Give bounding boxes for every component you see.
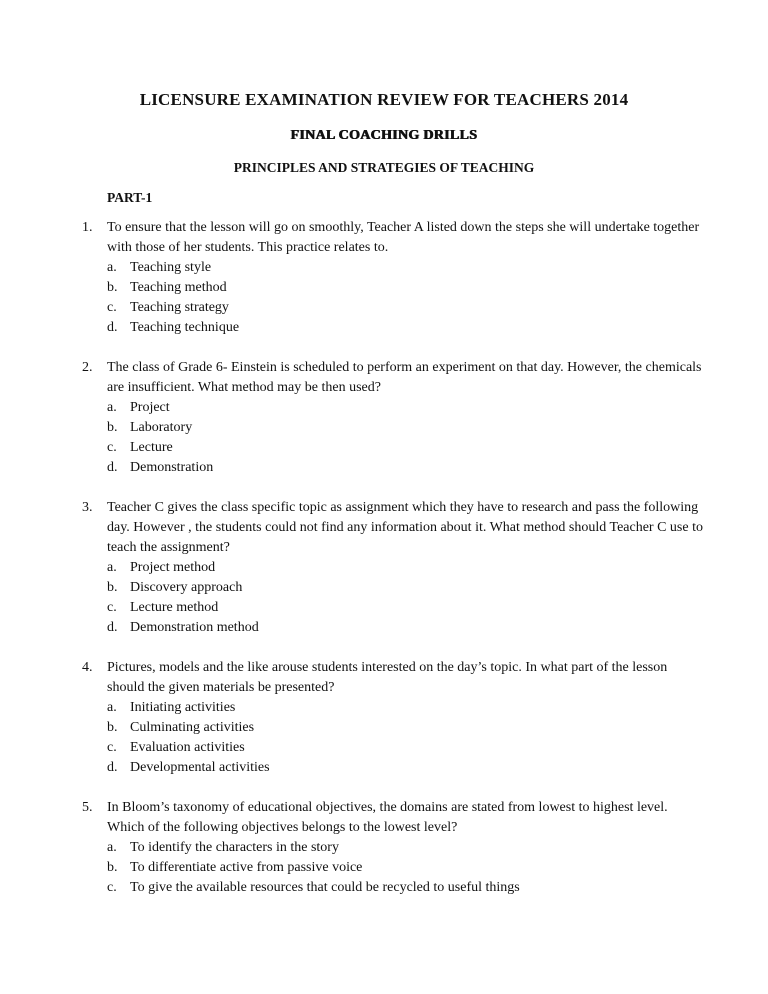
option-letter: c. bbox=[107, 440, 117, 455]
option-text: Teaching strategy bbox=[130, 300, 229, 315]
option-letter: a. bbox=[107, 560, 117, 575]
question-item bbox=[0, 218, 768, 338]
option-letter: d. bbox=[107, 620, 118, 635]
subject-heading: PRINCIPLES AND STRATEGIES OF TEACHING bbox=[233, 160, 535, 175]
option-text: Developmental activities bbox=[130, 760, 270, 775]
option-letter: d. bbox=[107, 320, 118, 335]
option-text: Project method bbox=[130, 560, 216, 575]
answer-option bbox=[107, 698, 768, 718]
question-text: Pictures, models and the like arouse students interested on the day’s topic. In what part of the lesson should the given materials be presented? bbox=[107, 660, 668, 695]
answer-option bbox=[107, 838, 768, 858]
option-letter: c. bbox=[107, 300, 117, 315]
option-letter: c. bbox=[107, 880, 117, 895]
question-text: The class of Grade 6- Einstein is scheduled to perform an experiment on that day. However, the chemicals are insufficient. What method may be then used? bbox=[107, 360, 702, 395]
question-text: In Bloom’s taxonomy of educational objectives, the domains are stated from lowest to highest level. Which of the following objectives belongs to the lowest level? bbox=[107, 800, 668, 835]
answer-option bbox=[107, 318, 768, 338]
option-letter: b. bbox=[107, 720, 118, 735]
answer-option bbox=[107, 878, 768, 898]
option-letter: d. bbox=[107, 760, 118, 775]
option-letter: a. bbox=[107, 400, 117, 415]
answer-option bbox=[107, 418, 768, 438]
question-number: 1. bbox=[82, 220, 93, 235]
question-text: To ensure that the lesson will go on smoothly, Teacher A listed down the steps she will undertake together with those of her students. This practice relates to. bbox=[107, 220, 700, 255]
option-text: Laboratory bbox=[130, 420, 193, 435]
option-letter: b. bbox=[107, 580, 118, 595]
answer-option bbox=[107, 258, 768, 278]
question-list bbox=[0, 218, 768, 918]
option-text: Demonstration method bbox=[130, 620, 259, 635]
part-heading: PART-1 bbox=[107, 190, 153, 205]
document-title: LICENSURE EXAMINATION REVIEW FOR TEACHERS 2014 bbox=[139, 90, 629, 109]
answer-option bbox=[107, 758, 768, 778]
answer-option bbox=[107, 618, 768, 638]
answer-option bbox=[107, 458, 768, 478]
question-number: 5. bbox=[82, 800, 93, 815]
answer-option bbox=[107, 718, 768, 738]
option-letter: a. bbox=[107, 260, 117, 275]
option-text: Teaching style bbox=[130, 260, 212, 275]
answer-option bbox=[107, 438, 768, 458]
option-text: Lecture method bbox=[130, 600, 219, 615]
answer-option bbox=[107, 298, 768, 318]
option-text: Discovery approach bbox=[130, 580, 243, 595]
question-number: 4. bbox=[82, 660, 93, 675]
option-text: Culminating activities bbox=[130, 720, 255, 735]
answer-option bbox=[107, 858, 768, 878]
answer-option bbox=[107, 398, 768, 418]
question-item bbox=[0, 798, 768, 898]
document-subtitle: FINAL COACHING DRILLS bbox=[290, 128, 478, 143]
option-letter: b. bbox=[107, 280, 118, 295]
question-item bbox=[0, 658, 768, 778]
option-letter: b. bbox=[107, 860, 118, 875]
option-text: Initiating activities bbox=[130, 700, 236, 715]
option-text: To identify the characters in the story bbox=[130, 840, 339, 855]
option-letter: a. bbox=[107, 700, 117, 715]
question-item bbox=[0, 498, 768, 638]
answer-option bbox=[107, 278, 768, 298]
option-text: Teaching method bbox=[130, 280, 227, 295]
option-text: Project bbox=[130, 400, 170, 415]
option-letter: a. bbox=[107, 840, 117, 855]
answer-option bbox=[107, 738, 768, 758]
answer-option bbox=[107, 558, 768, 578]
option-text: Teaching technique bbox=[130, 320, 240, 335]
option-letter: d. bbox=[107, 460, 118, 475]
question-text: Teacher C gives the class specific topic as assignment which they have to research and pass the following day. However , the students could not find any information about it. What method should Teacher C use to teach the assignment? bbox=[107, 500, 703, 555]
question-number: 2. bbox=[82, 360, 93, 375]
answer-option bbox=[107, 598, 768, 618]
option-text: To give the available resources that could be recycled to useful things bbox=[130, 880, 520, 895]
option-text: Evaluation activities bbox=[130, 740, 245, 755]
option-text: To differentiate active from passive voice bbox=[130, 860, 363, 875]
option-letter: b. bbox=[107, 420, 118, 435]
option-letter: c. bbox=[107, 740, 117, 755]
option-text: Demonstration bbox=[130, 460, 214, 475]
question-item bbox=[0, 358, 768, 478]
option-text: Lecture bbox=[130, 440, 173, 455]
option-letter: c. bbox=[107, 600, 117, 615]
question-number: 3. bbox=[82, 500, 93, 515]
answer-option bbox=[107, 578, 768, 598]
